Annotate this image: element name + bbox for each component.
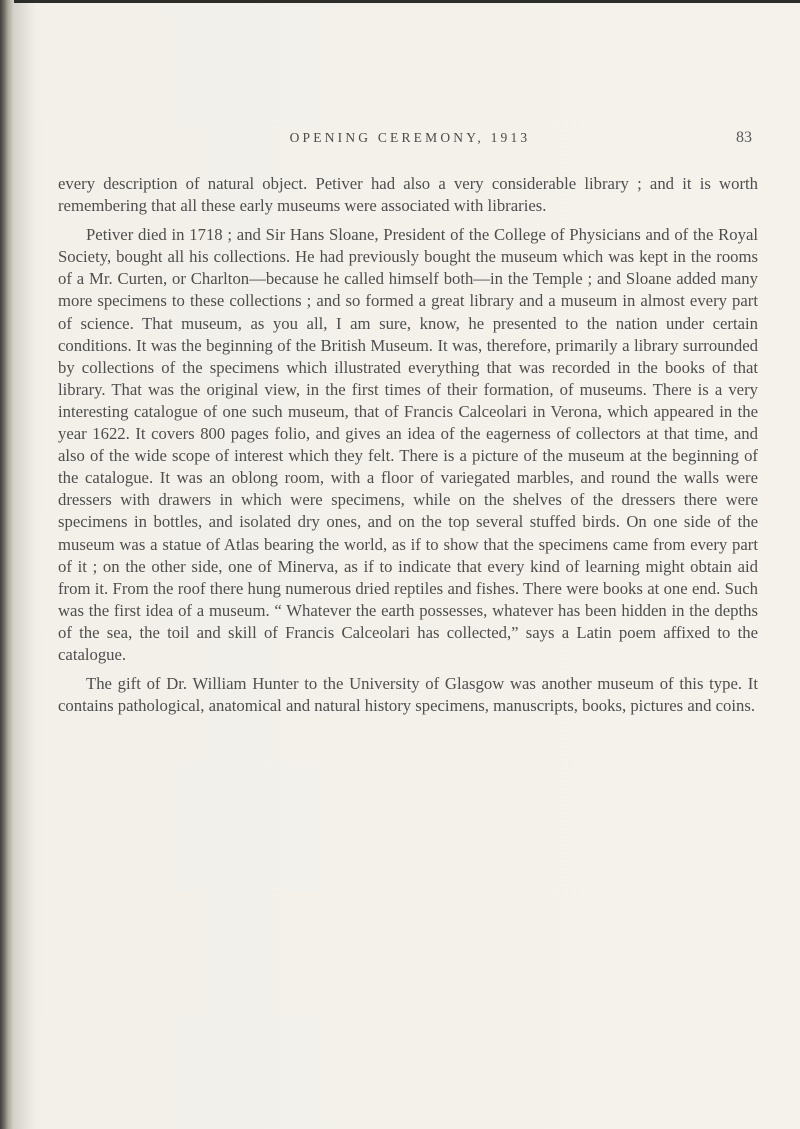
paragraph-1: every description of natural object. Petiver had also a very considerable library ; and it is worth remembering that all these early museums were associated with libraries.: [58, 174, 758, 216]
paragraph-3: The gift of Dr. William Hunter to the University of Glasgow was another museum of this type. It contains pathological, anatomical and natural history specimens, manuscripts, books, pictures and coins.: [58, 674, 758, 716]
body-text: [58, 173, 758, 717]
spine-shadow: [14, 0, 36, 1129]
page-top-edge: [0, 0, 800, 3]
running-head: OPENING CEREMONY, 1913: [289, 130, 531, 145]
book-spine: [0, 0, 14, 1129]
page-header: [60, 130, 760, 154]
paragraph-2: Petiver died in 1718 ; and Sir Hans Sloane, President of the College of Physicians and of the Royal Society, bought all his collections. He had previously bought the museum which was kept in the rooms of a Mr. Curten, or Charlton—because he called himself both—in the Temple ; and Sloane added many more specimens to these collections ; and so formed a great library and a museum in almost every part of science. That museum, as you all, I am sure, know, he presented to the nation under certain conditions. It was the beginning of the British Museum. It was, therefore, primarily a library surrounded by collections of the specimens which illustrated everything that was recorded in the books of that library. That was the original view, in the first times of their formation, of museums. There is a very interesting catalogue of one such museum, that of Francis Calceolari in Verona, which appeared in the year 1622. It covers 800 pages folio, and gives an idea of the eagerness of collectors at that time, and also of the wide scope of interest which they felt. There is a picture of the museum at the beginning of the catalogue. It was an oblong room, with a floor of variegated marbles, and round the walls were dressers with drawers in which were specimens, while on the shelves of the dressers there were specimens in bottles, and isolated dry ones, and on the top several stuffed birds. On one side of the museum was a statue of Atlas bearing the world, as if to show that the specimens came from every part of it ; on the other side, one of Minerva, as if to indicate that every kind of learning might obtain aid from it. From the roof there hung numerous dried reptiles and fishes. There were books at one end. Such was the first idea of a museum. “ Whatever the earth possesses, whatever has been hidden in the depths of the sea, the toil and skill of Francis Calceolari has collected,” says a Latin poem affixed to the catalogue.: [58, 225, 758, 664]
page-number: 83: [736, 129, 752, 146]
